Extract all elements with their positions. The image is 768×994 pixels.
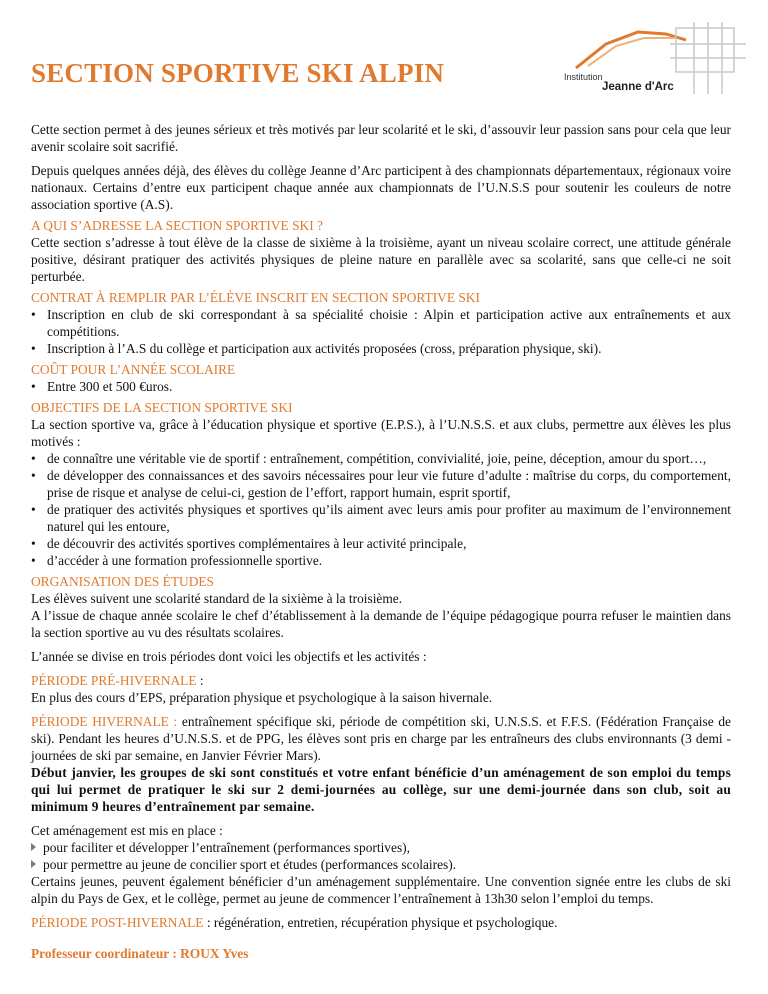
objectives-intro: La section sportive va, grâce à l’éducation physique et sportive (E.P.S.), à l’U.N.S.S. et aux clubs, permettre aux élèves les plus motivés : [31,417,731,449]
organisation-line-2: A l’issue de chaque année scolaire le chef d’établissement à la demande de l’équipe pédagogique pourra refuser le maintien dans la section sportive au vu des résultats scolaires. [31,608,731,640]
period-winter-text: PÉRIODE HIVERNALE : entraînement spécifique ski, période de compétition ski, U.N.S.S. et F.F.S. (Fédération Française de ski). Pendant les heures d’U.N.S.S. et de PPG, les élèves sont pris en charge par les entraîneurs des clubs environnants (3 demi - journées de ski par semaine, en Janvier Février Mars). [31,714,731,763]
list-item: • de découvrir des activités sportives complémentaires à leur activité principale, [31,536,467,551]
objectives-list [31,450,731,569]
heading-cost: COÛT POUR L’ANNÉE SCOLAIRE [31,362,236,377]
period-pre-heading: PÉRIODE PRÉ-HIVERNALE : [31,673,204,688]
list-item: • Inscription à l’A.S du collège et participation aux activités proposées (cross, préparation physique, ski). [31,341,602,356]
logo-text-institution: Institution [564,72,603,82]
organisation-line-1: Les élèves suivent une scolarité standard de la sixième à la troisième. [31,591,403,606]
contract-list [31,306,731,357]
amenagement-list [31,839,731,873]
intro-paragraph-2: Depuis quelques années déjà, des élèves du collège Jeanne d’Arc participent à des championnats départementaux, régionaux voire nationaux. Certains d’entre eux participent chaque année aux championnats de l’U.N.S.S pour soutenir les couleurs de notre association sportive (A.S). [31,163,731,212]
audience-text: Cette section s’adresse à tout élève de la classe de sixième à la troisième, ayant un niveau scolaire correct, une attitude générale positive, désirant pratiquer des activités physiques de pleine nature en parallèle avec sa scolarité, sans que celle-ci ne soit perturbée. [31,235,731,284]
list-item: • d’accéder à une formation professionnelle sportive. [31,553,323,568]
period-winter-label: PÉRIODE HIVERNALE : [31,714,178,729]
periods-intro: L’année se divise en trois périodes dont voici les objectifs et les activités : [31,649,427,664]
heading-organisation: ORGANISATION DES ÉTUDES [31,574,215,589]
list-item: pour permettre au jeune de concilier sport et études (performances scolaires). [31,856,731,873]
heading-audience: A QUI S’ADRESSE LA SECTION SPORTIVE SKI ? [31,218,323,233]
period-pre-label: PÉRIODE PRÉ-HIVERNALE [31,673,197,688]
period-post-label: PÉRIODE POST-HIVERNALE [31,915,204,930]
period-post-text: PÉRIODE POST-HIVERNALE : régénération, entretien, récupération physique et psychologique. [31,915,558,930]
logo-text-name: Jeanne d'Arc [602,81,674,93]
cost-list [31,378,731,395]
coordinator-footer: Professeur coordinateur : ROUX Yves [31,946,249,961]
list-item: • de pratiquer des activités physiques et sportives qu’ils aiment avec leurs amis pour profiter au maximum de l’environnement naturel qui les entoure, [31,502,731,534]
heading-objectives: OBJECTIFS DE LA SECTION SPORTIVE SKI [31,400,293,415]
document-body [31,121,731,962]
list-item: • de développer des connaissances et des savoirs nécessaires pour leur vie future d’adulte : maîtrise du corps, du comportement, prise de risque et analyse de celui-ci, gestion de l’effort, rapport humain, esprit sportif, [31,468,731,500]
arrow-bullet-icon [31,860,36,868]
list-item: • de connaître une véritable vie de sportif : entraînement, compétition, convivialité, joie, peine, déception, amour du sport…, [31,451,707,466]
list-item: • Entre 300 et 500 €uros. [31,379,173,394]
heading-contract: CONTRAT À REMPLIR PAR L’ÉLÈVE INSCRIT EN SECTION SPORTIVE SKI [31,290,480,305]
amenagement-intro: Cet aménagement est mis en place : [31,823,223,838]
amenagement-text: Certains jeunes, peuvent également bénéficier d’un aménagement supplémentaire. Une convention signée entre les clubs de ski alpin du Pays de Gex, et le collège, permet au jeune de commencer l’entraînement à 13h30 selon l’emploi du temps. [31,874,731,906]
period-pre-text: En plus des cours d’EPS, préparation physique et psychologique à la saison hivernale. [31,690,493,705]
list-item: • Inscription en club de ski correspondant à sa spécialité choisie : Alpin et participation active aux entraînements et aux compétitions. [31,307,731,339]
arrow-bullet-icon [31,843,36,851]
intro-paragraph-1: Cette section permet à des jeunes sérieux et très motivés par leur scolarité et le ski, d’assouvir leur passion sans pour cela que leur avenir scolaire soit sacrifié. [31,122,731,154]
list-item: pour faciliter et développer l’entraînement (performances sportives), [31,839,731,856]
period-winter-bold: Début janvier, les groupes de ski sont constitués et votre enfant bénéficie d’un aménagement de son emploi du temps qui lui permet de pratiquer le ski sur 2 demi-journées au collège, sur une demi-journée dans son club, soit au minimum 9 heures d’entraînement par semaine. [31,765,731,814]
page-title: SECTION SPORTIVE SKI ALPIN [31,58,445,88]
school-logo [546,18,751,98]
